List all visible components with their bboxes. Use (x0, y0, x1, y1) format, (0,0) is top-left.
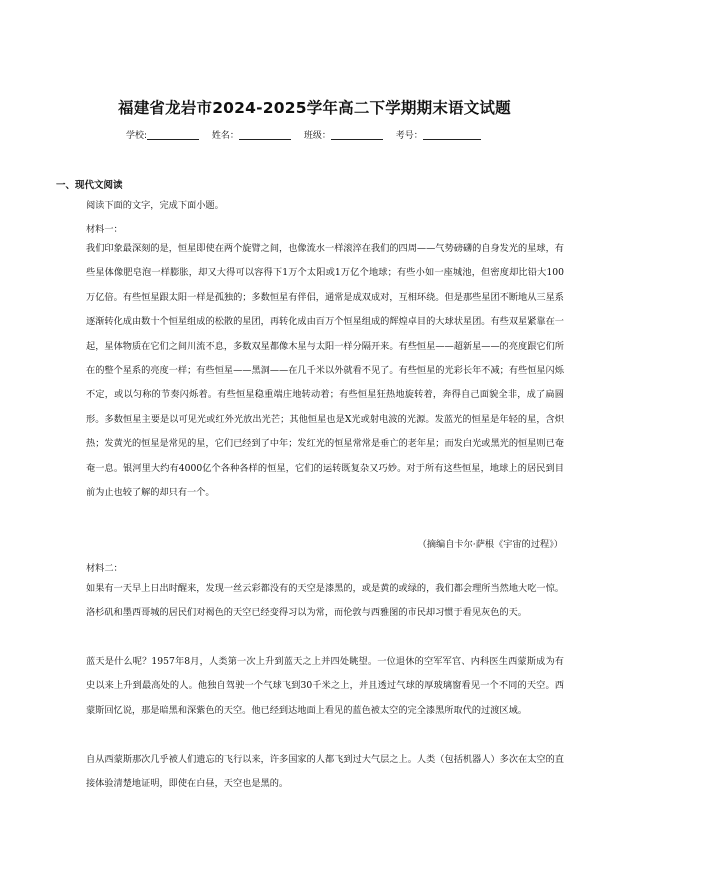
exam-number-blank (423, 129, 481, 140)
exam-title: 福建省龙岩市2024-2025学年高二下学期期末语文试题 (118, 99, 511, 117)
class-blank (331, 129, 383, 140)
material2-paragraph-2: 蓝天是什么呢？1957年8月，人类第一次上升到蓝天之上并四处眺望。一位退休的空军军官、内科医生西蒙斯成为有史以来上升到最高处的人。他独自驾驶一个气球飞到30千米之上，并且透过气球的厚玻璃窗看见一个不同的天空。西蒙斯回忆说，那是暗黑和深紫色的天空。他已经到达地面上看见的蓝色被太空的完全漆黑所取代的过渡区域。 (86, 656, 564, 716)
section-heading: 一、现代文阅读 (56, 180, 123, 191)
material2-label: 材料二： (86, 563, 123, 574)
exam-number-field (396, 128, 491, 141)
material2-paragraph-1: 如果有一天早上日出时醒来，发现一丝云彩都没有的天空是漆黑的，或是黄的或绿的，我们都会理所当然地大吃一惊。洛杉矶和墨西哥城的居民们对褐色的天空已经变得习以为常，而伦敦与西雅图的市民却习惯于看见灰色的天。 (86, 583, 564, 619)
class-label: 班级： (303, 131, 331, 141)
material1-source: （摘编自卡尔·萨根《宇宙的过程》） (417, 539, 563, 550)
name-blank (239, 129, 291, 140)
student-info-line (126, 128, 491, 141)
name-label: 姓名： (211, 131, 239, 141)
material1-label: 材料一： (86, 224, 123, 235)
name-field (212, 128, 301, 141)
material1-text: 我们印象最深刻的是，恒星即使在两个旋臂之间，也像流水一样滚淬在我们的四周——气势磅礴的自身发光的星球，有些星体像肥皂泡一样膨胀，却又大得可以容得下1万个太阳或1万亿个地球；有些小如一座城池，但密度却比铅大100万亿倍。有些恒星跟太阳一样是孤独的；多数恒星有伴侣，通常是成双成对，互相环绕。但是那些星团不断地从三星系逐渐转化成由数十个恒星组成的松散的星团，再转化成由百万个恒星组成的辉煌卓目的大球状星团。有些双星紧靠在一起，星体物质在它们之间川流不息，多数双星都像木星与太阳一样分隔开来。有些恒星——超新星——的亮度跟它们所在的整个星系的亮度一样；有些恒星——黑洞——在几千米以外就看不见了。有些恒星的光彩长年不减；有些恒星闪烁不定，或以匀称的节奏闪烁着。有些恒星稳重端庄地转动着；有些恒星狂热地旋转着，奔得自己面貌全非，成了扁圆形。多数恒星主要是以可见光或红外光放出光芒；其他恒星也是X光或射电波的光源。发蓝光的恒星是年轻的星，含炽热；发黄光的恒星是常见的星，它们已经到了中年；发红光的恒星常常是垂亡的老年星；而发白光或黑光的恒星则已奄奄一息。银河里大约有4000亿个各种各样的恒星，它们的运转既复杂又巧妙。对于所有这些恒星，地球上的居民到目前为止也较了解的却只有一个。 (86, 243, 564, 499)
exam-number-label: 考号： (395, 131, 423, 141)
material2-paragraph-3: 自从西蒙斯那次几乎被人们遗忘的飞行以来，许多国家的人都飞到过大气层之上。人类（包括机器人）多次在太空的直接体验清楚地证明，即使在白昼，天空也是黑的。 (86, 754, 564, 790)
reading-instruction: 阅读下面的文字，完成下面小题。 (86, 200, 224, 211)
school-blank (147, 129, 199, 140)
class-field (304, 128, 393, 141)
school-field (126, 128, 209, 141)
school-label: 学校: (126, 131, 148, 141)
